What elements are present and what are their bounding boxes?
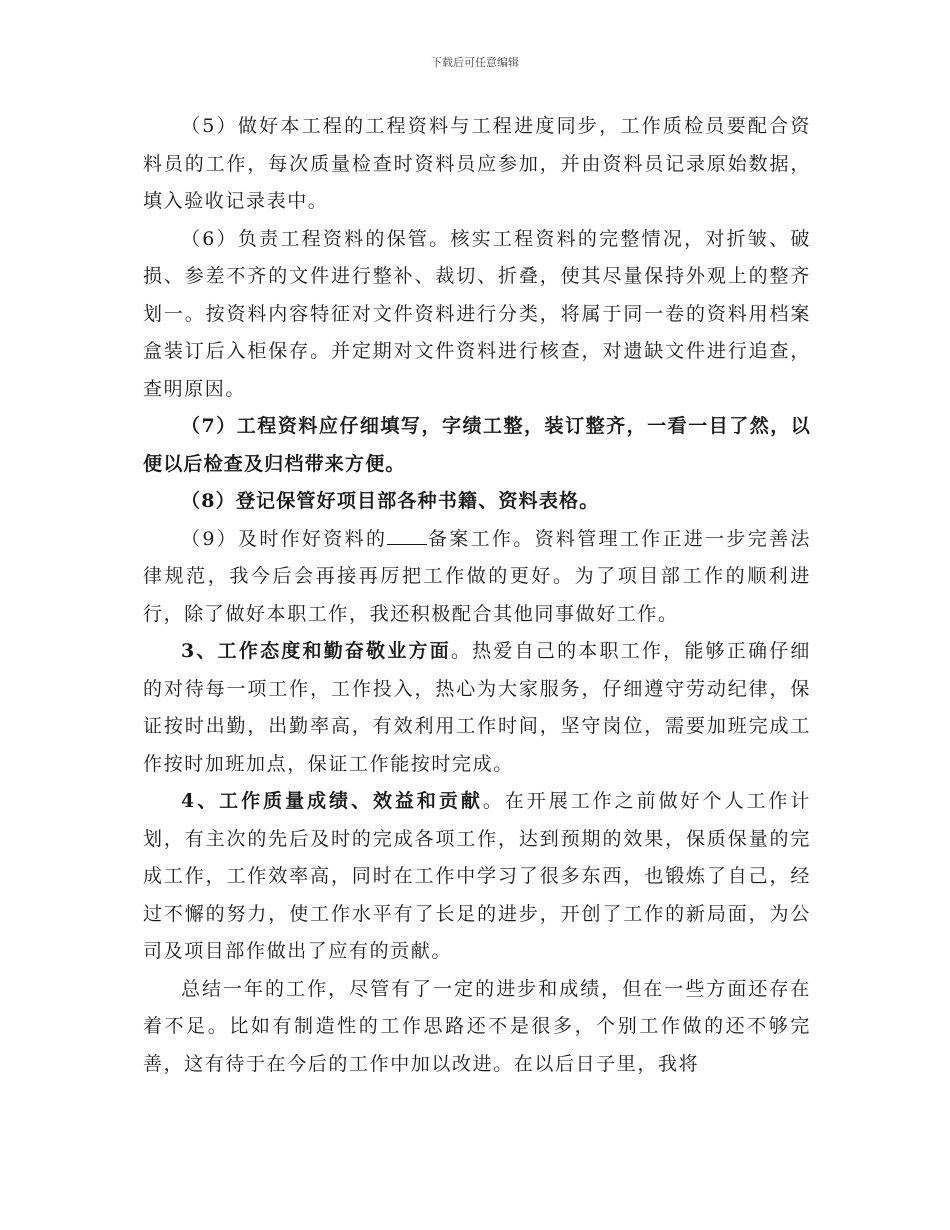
paragraph-item-8: （8）登记保管好项目部各种书籍、资料表格。 (181, 490, 600, 512)
paragraph-item-9-end: 备案工作。资料管理工作正进一步完善法律规范，我今后会再接再厉把工作做的更好。为了项目部工作的顺利进行，除了做好本职工作，我还积极配合其他同事做好工作。 (143, 527, 811, 625)
paragraph-item-7: （7）工程资料应仔细填写，字绩工整，装订整齐，一看一目了然，以便以后检查及归档带来方便。 (143, 415, 811, 475)
summary-paragraph: 总结一年的工作，尽管有了一定的进步和成绩，但在一些方面还存在着不足。比如有制造性的工作思路还不是很多，个别工作做的还不够完善，这有待于在今后的工作中加以改进。在以后日子里，我将 (143, 977, 811, 1075)
paragraph-item-5: （5）做好本工程的工程资料与工程进度同步，工作质检员要配合资料员的工作，每次质量检查时资料员应参加，并由资料员记录原始数据，填入验收记录表中。 (143, 115, 811, 212)
fill-in-blank (387, 526, 427, 545)
page-header: 下载后可任意编辑 (431, 56, 519, 69)
paragraph-item-9 (143, 521, 811, 634)
section-4-heading: 4、工作质量成绩、效益和贡献 (181, 790, 483, 812)
section-4-body: 。在开展工作之前做好个人工作计划，有主次的先后及时的完成各项工作，达到预期的效果，保质保量的完成工作，工作效率高，同时在工作中学习了很多东西，也锻炼了自己，经过不懈的努力，使工作水平有了长足的进步，开创了工作的新局面，为公司及项目部作做出了应有的贡献。 (143, 790, 811, 962)
paragraph-item-6: （6）负责工程资料的保管。核实工程资料的完整情况，对折皱、破损、参差不齐的文件进行整补、裁切、折叠，使其尽量保持外观上的整齐划一。按资料内容特征对文件资料进行分类，将属于同一卷的资料用档案盒装订后入柜保存。并定期对文件资料进行核查，对遗缺文件进行追查，查明原因。 (143, 227, 811, 400)
document-body (143, 108, 811, 1083)
section-3-body: 。热爱自己的本职工作，能够正确仔细的对待每一项工作，工作投入，热心为大家服务，仔细遵守劳动纪律，保证按时出勤，出勤率高，有效利用工作时间，坚守岗位，需要加班完成工作按时加班加点，保证工作能按时完成。 (143, 640, 812, 775)
section-4-paragraph (143, 783, 811, 971)
section-3-paragraph (143, 633, 811, 783)
section-3-heading: 3、工作态度和勤奋敬业方面 (181, 640, 451, 662)
paragraph-item-9-start: （9）及时作好资料的 (181, 527, 388, 550)
